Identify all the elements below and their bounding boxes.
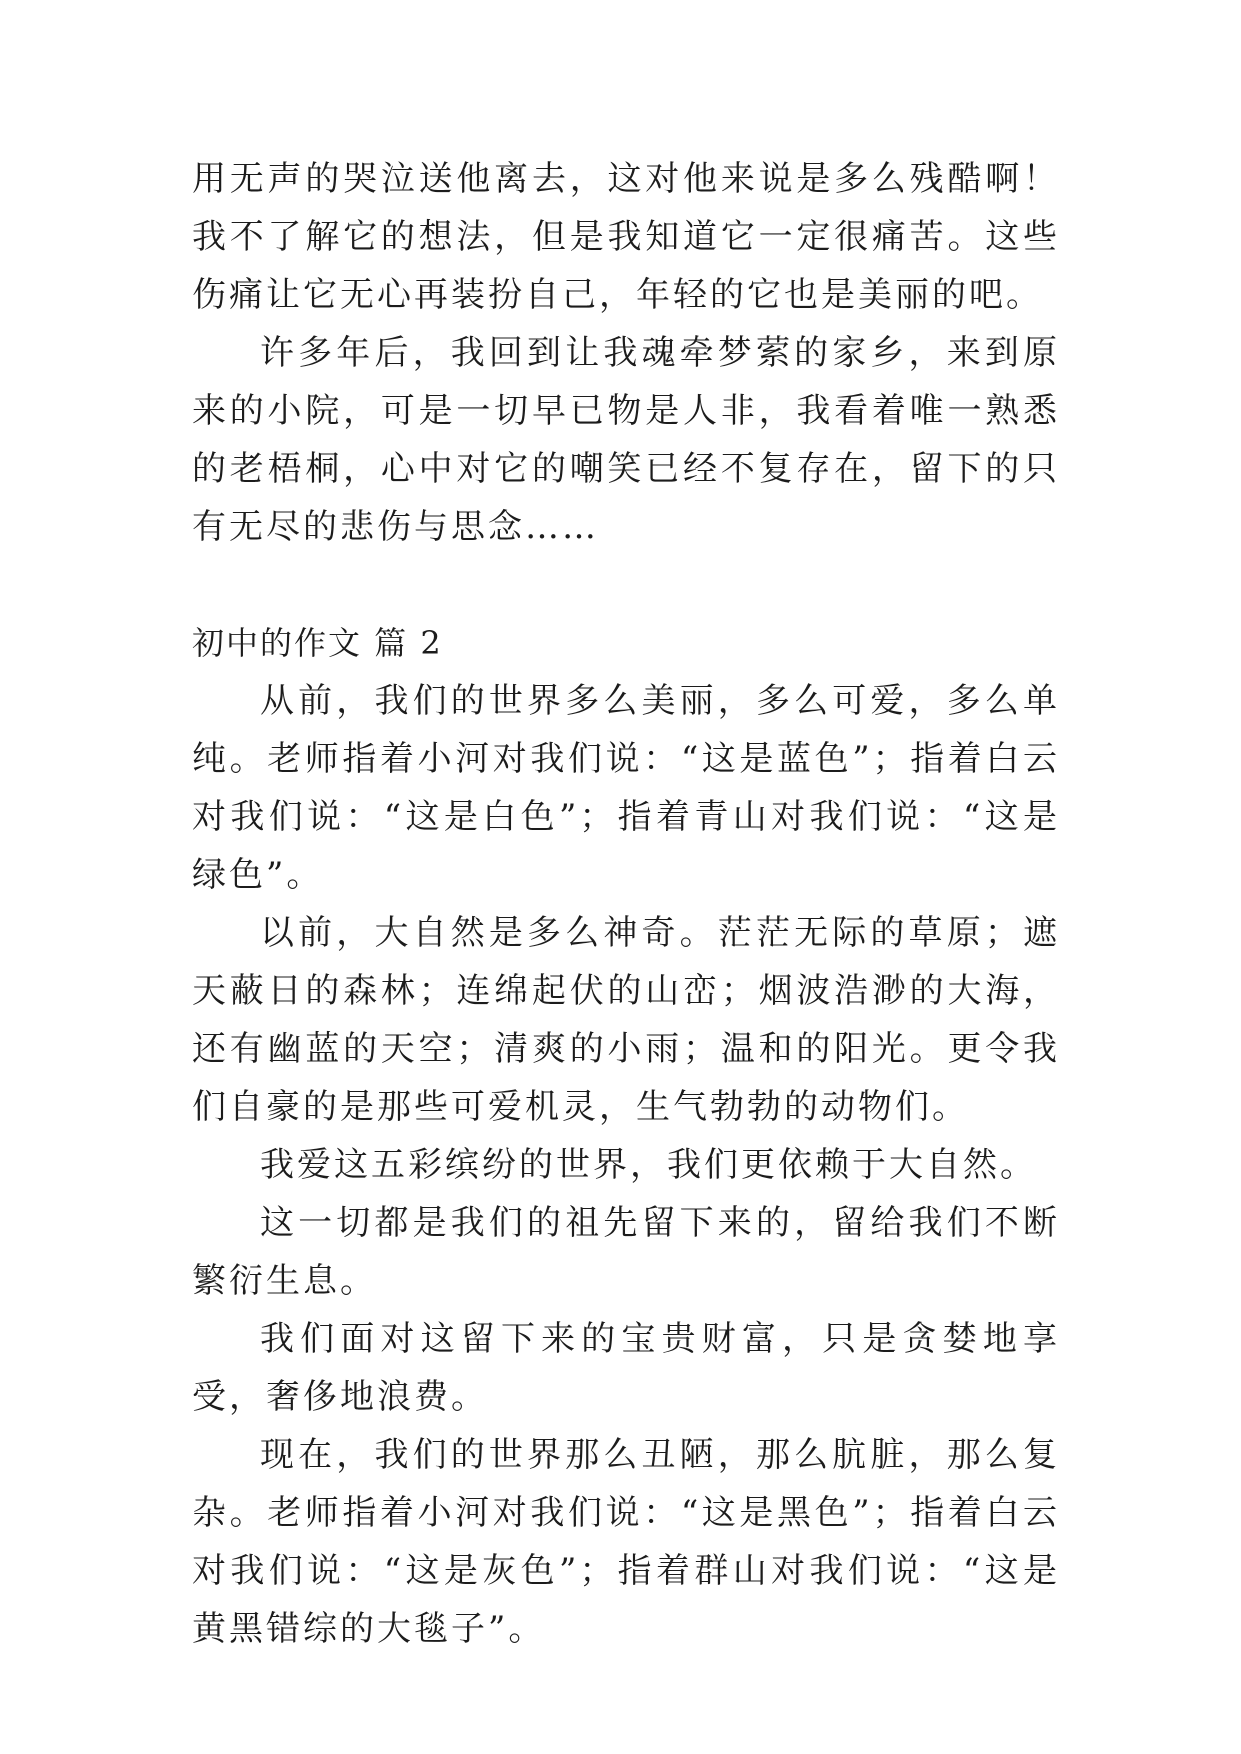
paragraph-continuation-2: 许多年后，我回到让我魂牵梦萦的家乡，来到原来的小院，可是一切早已物是人非，我看着唯一熟悉的老梧桐，心中对它的嘲笑已经不复存在，留下的只有无尽的悲伤与思念…… bbox=[192, 333, 1060, 547]
essay-paragraph-5: 我们面对这留下来的宝贵财富，只是贪婪地享受，奢侈地浪费。 bbox=[192, 1319, 1060, 1417]
section-spacer bbox=[192, 556, 1060, 614]
essay-title: 初中的作文 篇 2 bbox=[192, 624, 443, 662]
essay-paragraph-2: 以前，大自然是多么神奇。茫茫无际的草原；遮天蔽日的森林；连绵起伏的山峦；烟波浩渺的大海，还有幽蓝的天空；清爽的小雨；温和的阳光。更令我们自豪的是那些可爱机灵，生气勃勃的动物们。 bbox=[192, 913, 1060, 1127]
essay-paragraph-3: 我爱这五彩缤纷的世界，我们更依赖于大自然。 bbox=[260, 1145, 1037, 1185]
essay-paragraph-6: 现在，我们的世界那么丑陋，那么肮脏，那么复杂。老师指着小河对我们说：“这是黑色”；指着白云对我们说：“这是灰色”；指着群山对我们说：“这是黄黑错综的大毯子”。 bbox=[192, 1435, 1060, 1649]
essay-paragraph-1: 从前，我们的世界多么美丽，多么可爱，多么单纯。老师指着小河对我们说：“这是蓝色”；指着白云对我们说：“这是白色”；指着青山对我们说：“这是绿色”。 bbox=[192, 681, 1060, 895]
essay-paragraph-4: 这一切都是我们的祖先留下来的，留给我们不断繁衍生息。 bbox=[192, 1203, 1060, 1301]
paragraph-continuation-1: 用无声的哭泣送他离去，这对他来说是多么残酷啊！我不了解它的想法，但是我知道它一定很痛苦。这些伤痛让它无心再装扮自己，年轻的它也是美丽的吧。 bbox=[192, 159, 1060, 315]
document-page bbox=[192, 150, 1060, 1658]
